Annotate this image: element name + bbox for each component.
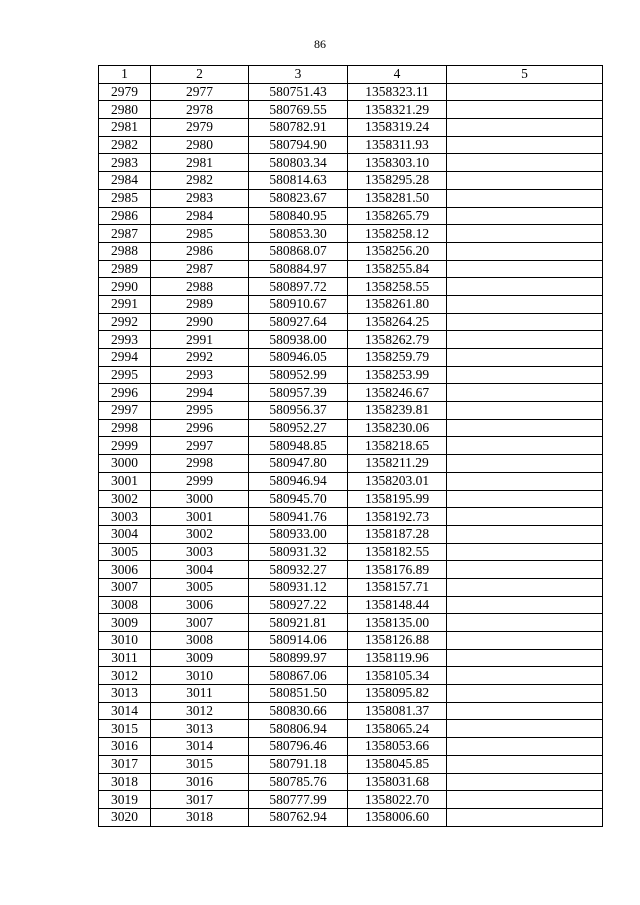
prev-point-cell: 2991 bbox=[151, 331, 249, 349]
point-number-cell: 3015 bbox=[99, 720, 151, 738]
y-coordinate-cell: 1358192.73 bbox=[348, 508, 447, 526]
x-coordinate-cell: 580946.94 bbox=[249, 472, 348, 490]
x-coordinate-cell: 580952.99 bbox=[249, 366, 348, 384]
table-body bbox=[99, 83, 603, 826]
note-cell bbox=[447, 154, 603, 172]
table-row bbox=[99, 738, 603, 756]
prev-point-cell: 2984 bbox=[151, 207, 249, 225]
x-coordinate-cell: 580851.50 bbox=[249, 685, 348, 703]
point-number-cell: 3007 bbox=[99, 578, 151, 596]
prev-point-cell: 2980 bbox=[151, 136, 249, 154]
note-cell bbox=[447, 260, 603, 278]
note-cell bbox=[447, 649, 603, 667]
prev-point-cell: 3012 bbox=[151, 702, 249, 720]
prev-point-cell: 3008 bbox=[151, 632, 249, 650]
point-number-cell: 2989 bbox=[99, 260, 151, 278]
prev-point-cell: 2977 bbox=[151, 83, 249, 101]
point-number-cell: 2995 bbox=[99, 366, 151, 384]
table-header bbox=[99, 66, 603, 84]
note-cell bbox=[447, 791, 603, 809]
prev-point-cell: 2988 bbox=[151, 278, 249, 296]
y-coordinate-cell: 1358006.60 bbox=[348, 808, 447, 826]
point-number-cell: 3016 bbox=[99, 738, 151, 756]
y-coordinate-cell: 1358126.88 bbox=[348, 632, 447, 650]
coordinates-table bbox=[98, 65, 603, 827]
point-number-cell: 3000 bbox=[99, 455, 151, 473]
point-number-cell: 2996 bbox=[99, 384, 151, 402]
point-number-cell: 2994 bbox=[99, 349, 151, 367]
y-coordinate-cell: 1358262.79 bbox=[348, 331, 447, 349]
note-cell bbox=[447, 402, 603, 420]
x-coordinate-cell: 580938.00 bbox=[249, 331, 348, 349]
prev-point-cell: 3013 bbox=[151, 720, 249, 738]
table-row bbox=[99, 384, 603, 402]
point-number-cell: 3001 bbox=[99, 472, 151, 490]
x-coordinate-cell: 580796.46 bbox=[249, 738, 348, 756]
table-row bbox=[99, 455, 603, 473]
prev-point-cell: 2998 bbox=[151, 455, 249, 473]
prev-point-cell: 2978 bbox=[151, 101, 249, 119]
x-coordinate-cell: 580884.97 bbox=[249, 260, 348, 278]
x-coordinate-cell: 580927.64 bbox=[249, 313, 348, 331]
x-coordinate-cell: 580868.07 bbox=[249, 242, 348, 260]
table-row bbox=[99, 561, 603, 579]
point-number-cell: 2993 bbox=[99, 331, 151, 349]
note-cell bbox=[447, 508, 603, 526]
page-number: 86 bbox=[314, 37, 326, 51]
point-number-cell: 3009 bbox=[99, 614, 151, 632]
point-number-cell: 3010 bbox=[99, 632, 151, 650]
prev-point-cell: 3014 bbox=[151, 738, 249, 756]
prev-point-cell: 2987 bbox=[151, 260, 249, 278]
x-coordinate-cell: 580946.05 bbox=[249, 349, 348, 367]
y-coordinate-cell: 1358303.10 bbox=[348, 154, 447, 172]
point-number-cell: 3011 bbox=[99, 649, 151, 667]
point-number-cell: 3003 bbox=[99, 508, 151, 526]
y-coordinate-cell: 1358281.50 bbox=[348, 189, 447, 207]
y-coordinate-cell: 1358253.99 bbox=[348, 366, 447, 384]
table-row bbox=[99, 755, 603, 773]
x-coordinate-cell: 580927.22 bbox=[249, 596, 348, 614]
y-coordinate-cell: 1358259.79 bbox=[348, 349, 447, 367]
header-cell-col1: 1 bbox=[99, 66, 151, 84]
x-coordinate-cell: 580806.94 bbox=[249, 720, 348, 738]
y-coordinate-cell: 1358203.01 bbox=[348, 472, 447, 490]
note-cell bbox=[447, 455, 603, 473]
table-row bbox=[99, 260, 603, 278]
point-number-cell: 3018 bbox=[99, 773, 151, 791]
y-coordinate-cell: 1358053.66 bbox=[348, 738, 447, 756]
table-row bbox=[99, 773, 603, 791]
point-number-cell: 3004 bbox=[99, 525, 151, 543]
prev-point-cell: 3016 bbox=[151, 773, 249, 791]
prev-point-cell: 2979 bbox=[151, 119, 249, 137]
note-cell bbox=[447, 101, 603, 119]
note-cell bbox=[447, 119, 603, 137]
note-cell bbox=[447, 313, 603, 331]
table-row bbox=[99, 472, 603, 490]
x-coordinate-cell: 580941.76 bbox=[249, 508, 348, 526]
note-cell bbox=[447, 685, 603, 703]
prev-point-cell: 3002 bbox=[151, 525, 249, 543]
y-coordinate-cell: 1358211.29 bbox=[348, 455, 447, 473]
point-number-cell: 3005 bbox=[99, 543, 151, 561]
table-row bbox=[99, 490, 603, 508]
y-coordinate-cell: 1358095.82 bbox=[348, 685, 447, 703]
table-row bbox=[99, 402, 603, 420]
y-coordinate-cell: 1358311.93 bbox=[348, 136, 447, 154]
point-number-cell: 3006 bbox=[99, 561, 151, 579]
table-row bbox=[99, 702, 603, 720]
table-row bbox=[99, 685, 603, 703]
table-row bbox=[99, 101, 603, 119]
y-coordinate-cell: 1358187.28 bbox=[348, 525, 447, 543]
table-row bbox=[99, 349, 603, 367]
x-coordinate-cell: 580956.37 bbox=[249, 402, 348, 420]
prev-point-cell: 3004 bbox=[151, 561, 249, 579]
table-row bbox=[99, 543, 603, 561]
x-coordinate-cell: 580777.99 bbox=[249, 791, 348, 809]
prev-point-cell: 2996 bbox=[151, 419, 249, 437]
table-row bbox=[99, 136, 603, 154]
table-row bbox=[99, 578, 603, 596]
prev-point-cell: 2981 bbox=[151, 154, 249, 172]
table-row bbox=[99, 632, 603, 650]
note-cell bbox=[447, 525, 603, 543]
note-cell bbox=[447, 437, 603, 455]
note-cell bbox=[447, 419, 603, 437]
header-cell-col5: 5 bbox=[447, 66, 603, 84]
y-coordinate-cell: 1358065.24 bbox=[348, 720, 447, 738]
note-cell bbox=[447, 773, 603, 791]
point-number-cell: 2992 bbox=[99, 313, 151, 331]
table-row bbox=[99, 295, 603, 313]
note-cell bbox=[447, 472, 603, 490]
note-cell bbox=[447, 755, 603, 773]
point-number-cell: 2984 bbox=[99, 172, 151, 190]
prev-point-cell: 3017 bbox=[151, 791, 249, 809]
x-coordinate-cell: 580921.81 bbox=[249, 614, 348, 632]
y-coordinate-cell: 1358323.11 bbox=[348, 83, 447, 101]
point-number-cell: 2999 bbox=[99, 437, 151, 455]
note-cell bbox=[447, 207, 603, 225]
y-coordinate-cell: 1358246.67 bbox=[348, 384, 447, 402]
point-number-cell: 3013 bbox=[99, 685, 151, 703]
prev-point-cell: 2983 bbox=[151, 189, 249, 207]
y-coordinate-cell: 1358264.25 bbox=[348, 313, 447, 331]
note-cell bbox=[447, 136, 603, 154]
point-number-cell: 3019 bbox=[99, 791, 151, 809]
table-row bbox=[99, 614, 603, 632]
x-coordinate-cell: 580952.27 bbox=[249, 419, 348, 437]
prev-point-cell: 2995 bbox=[151, 402, 249, 420]
y-coordinate-cell: 1358239.81 bbox=[348, 402, 447, 420]
table-row bbox=[99, 808, 603, 826]
prev-point-cell: 2997 bbox=[151, 437, 249, 455]
prev-point-cell: 3001 bbox=[151, 508, 249, 526]
table-row bbox=[99, 225, 603, 243]
y-coordinate-cell: 1358105.34 bbox=[348, 667, 447, 685]
y-coordinate-cell: 1358031.68 bbox=[348, 773, 447, 791]
header-cell-col3: 3 bbox=[249, 66, 348, 84]
note-cell bbox=[447, 278, 603, 296]
point-number-cell: 3014 bbox=[99, 702, 151, 720]
y-coordinate-cell: 1358135.00 bbox=[348, 614, 447, 632]
point-number-cell: 2981 bbox=[99, 119, 151, 137]
y-coordinate-cell: 1358022.70 bbox=[348, 791, 447, 809]
y-coordinate-cell: 1358319.24 bbox=[348, 119, 447, 137]
point-number-cell: 2980 bbox=[99, 101, 151, 119]
note-cell bbox=[447, 225, 603, 243]
x-coordinate-cell: 580948.85 bbox=[249, 437, 348, 455]
note-cell bbox=[447, 596, 603, 614]
x-coordinate-cell: 580814.63 bbox=[249, 172, 348, 190]
y-coordinate-cell: 1358255.84 bbox=[348, 260, 447, 278]
y-coordinate-cell: 1358195.99 bbox=[348, 490, 447, 508]
point-number-cell: 2986 bbox=[99, 207, 151, 225]
x-coordinate-cell: 580751.43 bbox=[249, 83, 348, 101]
y-coordinate-cell: 1358157.71 bbox=[348, 578, 447, 596]
x-coordinate-cell: 580823.67 bbox=[249, 189, 348, 207]
note-cell bbox=[447, 738, 603, 756]
note-cell bbox=[447, 242, 603, 260]
prev-point-cell: 2992 bbox=[151, 349, 249, 367]
prev-point-cell: 2993 bbox=[151, 366, 249, 384]
prev-point-cell: 3011 bbox=[151, 685, 249, 703]
x-coordinate-cell: 580933.00 bbox=[249, 525, 348, 543]
prev-point-cell: 2994 bbox=[151, 384, 249, 402]
prev-point-cell: 3009 bbox=[151, 649, 249, 667]
y-coordinate-cell: 1358218.65 bbox=[348, 437, 447, 455]
table-row bbox=[99, 525, 603, 543]
table-row bbox=[99, 172, 603, 190]
y-coordinate-cell: 1358119.96 bbox=[348, 649, 447, 667]
table-row bbox=[99, 207, 603, 225]
table-row bbox=[99, 313, 603, 331]
prev-point-cell: 3007 bbox=[151, 614, 249, 632]
note-cell bbox=[447, 561, 603, 579]
table-row bbox=[99, 366, 603, 384]
point-number-cell: 2991 bbox=[99, 295, 151, 313]
note-cell bbox=[447, 331, 603, 349]
x-coordinate-cell: 580785.76 bbox=[249, 773, 348, 791]
x-coordinate-cell: 580957.39 bbox=[249, 384, 348, 402]
note-cell bbox=[447, 702, 603, 720]
prev-point-cell: 3010 bbox=[151, 667, 249, 685]
x-coordinate-cell: 580867.06 bbox=[249, 667, 348, 685]
x-coordinate-cell: 580945.70 bbox=[249, 490, 348, 508]
note-cell bbox=[447, 189, 603, 207]
prev-point-cell: 3003 bbox=[151, 543, 249, 561]
y-coordinate-cell: 1358258.12 bbox=[348, 225, 447, 243]
x-coordinate-cell: 580840.95 bbox=[249, 207, 348, 225]
table-row bbox=[99, 419, 603, 437]
note-cell bbox=[447, 720, 603, 738]
table-row bbox=[99, 667, 603, 685]
x-coordinate-cell: 580910.67 bbox=[249, 295, 348, 313]
x-coordinate-cell: 580947.80 bbox=[249, 455, 348, 473]
x-coordinate-cell: 580794.90 bbox=[249, 136, 348, 154]
x-coordinate-cell: 580803.34 bbox=[249, 154, 348, 172]
table-row bbox=[99, 508, 603, 526]
note-cell bbox=[447, 490, 603, 508]
table-row bbox=[99, 119, 603, 137]
header-cell-col2: 2 bbox=[151, 66, 249, 84]
x-coordinate-cell: 580897.72 bbox=[249, 278, 348, 296]
point-number-cell: 2998 bbox=[99, 419, 151, 437]
note-cell bbox=[447, 614, 603, 632]
y-coordinate-cell: 1358230.06 bbox=[348, 419, 447, 437]
prev-point-cell: 3006 bbox=[151, 596, 249, 614]
y-coordinate-cell: 1358258.55 bbox=[348, 278, 447, 296]
point-number-cell: 2997 bbox=[99, 402, 151, 420]
prev-point-cell: 2990 bbox=[151, 313, 249, 331]
point-number-cell: 2985 bbox=[99, 189, 151, 207]
table-row bbox=[99, 649, 603, 667]
table-row bbox=[99, 83, 603, 101]
point-number-cell: 2979 bbox=[99, 83, 151, 101]
table-row bbox=[99, 242, 603, 260]
y-coordinate-cell: 1358261.80 bbox=[348, 295, 447, 313]
x-coordinate-cell: 580932.27 bbox=[249, 561, 348, 579]
note-cell bbox=[447, 667, 603, 685]
prev-point-cell: 3000 bbox=[151, 490, 249, 508]
prev-point-cell: 2986 bbox=[151, 242, 249, 260]
x-coordinate-cell: 580931.32 bbox=[249, 543, 348, 561]
x-coordinate-cell: 580830.66 bbox=[249, 702, 348, 720]
table-row bbox=[99, 437, 603, 455]
y-coordinate-cell: 1358265.79 bbox=[348, 207, 447, 225]
table-row bbox=[99, 596, 603, 614]
y-coordinate-cell: 1358256.20 bbox=[348, 242, 447, 260]
note-cell bbox=[447, 295, 603, 313]
table-row bbox=[99, 154, 603, 172]
x-coordinate-cell: 580791.18 bbox=[249, 755, 348, 773]
note-cell bbox=[447, 543, 603, 561]
table-row bbox=[99, 331, 603, 349]
prev-point-cell: 3005 bbox=[151, 578, 249, 596]
note-cell bbox=[447, 384, 603, 402]
note-cell bbox=[447, 808, 603, 826]
point-number-cell: 3012 bbox=[99, 667, 151, 685]
y-coordinate-cell: 1358176.89 bbox=[348, 561, 447, 579]
table-row bbox=[99, 189, 603, 207]
x-coordinate-cell: 580769.55 bbox=[249, 101, 348, 119]
y-coordinate-cell: 1358295.28 bbox=[348, 172, 447, 190]
point-number-cell: 2983 bbox=[99, 154, 151, 172]
y-coordinate-cell: 1358321.29 bbox=[348, 101, 447, 119]
note-cell bbox=[447, 578, 603, 596]
prev-point-cell: 2982 bbox=[151, 172, 249, 190]
prev-point-cell: 3018 bbox=[151, 808, 249, 826]
table-row bbox=[99, 720, 603, 738]
x-coordinate-cell: 580899.97 bbox=[249, 649, 348, 667]
y-coordinate-cell: 1358182.55 bbox=[348, 543, 447, 561]
y-coordinate-cell: 1358148.44 bbox=[348, 596, 447, 614]
point-number-cell: 3020 bbox=[99, 808, 151, 826]
x-coordinate-cell: 580931.12 bbox=[249, 578, 348, 596]
prev-point-cell: 3015 bbox=[151, 755, 249, 773]
header-row bbox=[99, 66, 603, 84]
point-number-cell: 3017 bbox=[99, 755, 151, 773]
note-cell bbox=[447, 366, 603, 384]
point-number-cell: 2988 bbox=[99, 242, 151, 260]
point-number-cell: 2982 bbox=[99, 136, 151, 154]
x-coordinate-cell: 580914.06 bbox=[249, 632, 348, 650]
point-number-cell: 2990 bbox=[99, 278, 151, 296]
note-cell bbox=[447, 632, 603, 650]
header-cell-col4: 4 bbox=[348, 66, 447, 84]
point-number-cell: 3008 bbox=[99, 596, 151, 614]
x-coordinate-cell: 580762.94 bbox=[249, 808, 348, 826]
table-row bbox=[99, 278, 603, 296]
y-coordinate-cell: 1358081.37 bbox=[348, 702, 447, 720]
point-number-cell: 3002 bbox=[99, 490, 151, 508]
x-coordinate-cell: 580853.30 bbox=[249, 225, 348, 243]
y-coordinate-cell: 1358045.85 bbox=[348, 755, 447, 773]
point-number-cell: 2987 bbox=[99, 225, 151, 243]
prev-point-cell: 2999 bbox=[151, 472, 249, 490]
note-cell bbox=[447, 172, 603, 190]
prev-point-cell: 2989 bbox=[151, 295, 249, 313]
note-cell bbox=[447, 83, 603, 101]
x-coordinate-cell: 580782.91 bbox=[249, 119, 348, 137]
prev-point-cell: 2985 bbox=[151, 225, 249, 243]
table-row bbox=[99, 791, 603, 809]
note-cell bbox=[447, 349, 603, 367]
